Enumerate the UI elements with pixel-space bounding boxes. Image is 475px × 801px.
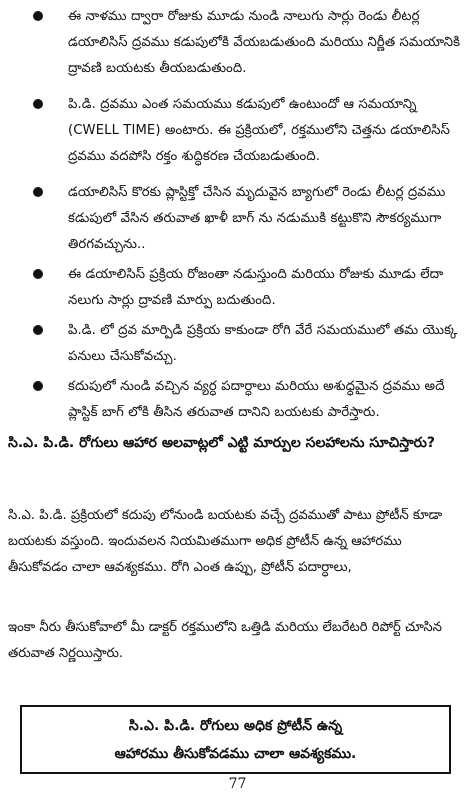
bullet-text: పి.డి. ద్రవము ఎంత సమయము కడుపులో ఉంటుందో ఆ సమయాన్ని (CWELL TIME) అంటారు. ఈ ప్రక్రియలో, రక్తములోని చెత్తను డయాలిసిస్ ద్రవము వదపోసి రక్తం శుద్ధికరణ చేయబడుతుంది. [68,97,450,164]
callout-line: సి.ఎ. పి.డి. రోగులు అధిక ప్రోటీన్ ఉన్న [128,717,343,734]
bullet-dot-icon [33,187,43,197]
page-number: 77 [228,776,247,792]
bullet-text: పి.డి. లో ద్రవ మార్పిడి ప్రక్రియ కాకుండా రోగి వేరే సమయములో తమ యొక్క పనులు చేసుకోవచ్చు. [68,323,458,364]
bullet-item [0,180,475,258]
bullet-text: కదుపులో నుండి వచ్చిన వ్యర్ధ పదార్ధాలు మరియు అశుధ్ధమైన ద్రవము అదే ప్లాస్టిక్ బాగ్ లోకి తీసిన తరువాత దానిని బయటకు పారేస్తారు. [68,379,445,420]
paragraph: ఇంకా నీరు తీసుకోవాలో మీ డాక్టర్ రక్తములోని ఒత్తిడి మరియు లేబరేటరి రిపోర్ట్ చూసిన తరువాత నిర్ణయిస్తారు. [8,620,442,661]
callout-line: ఆహారము తీసుకోవడము చాలా ఆవశ్యకము. [114,745,357,762]
bullet-text: ఈ నాళము ద్వారా రోజుకు మూడు నుండి నాలుగు సార్లు రెండు లీటర్ల డయాలిసిస్ ద్రవము కడుపులోకి వేయబడుతుంది మరియు నిర్ణీత సమయానికి ద్రావణి బయటకు తీయబడుతుంది. [68,9,461,76]
bullet-dot-icon [33,99,43,109]
bullet-item [0,92,475,170]
bullet-item [0,374,475,426]
paragraph: సి.ఎ. పి.డి. ప్రక్రియలో కదుపు లోనుండి బయటకు వచ్చే ద్రవముతో పాటు ప్రోటీన్ కూడా బయటకు వస్తుంది. ఇందువలన నియమితముగా అధిక ప్రోటీన్ ఉన్న ఆహారము తీసుకోవడం చాలా ఆవశ్యకము. రోగి ఎంత ఉప్పు, ప్రోటీన్ పదార్ధాలు, [8,508,443,575]
bullet-item [0,262,475,314]
bullet-dot-icon [33,11,43,21]
bullet-dot-icon [33,269,43,279]
section-heading: సి.ఎ. పి.డి. రోగులు ఆహార అలవాట్లలో ఎట్టి మార్పుల సలహాలను సూచిస్తారు? [8,435,435,451]
bullet-item [0,318,475,370]
bullet-item [0,4,475,82]
bullet-dot-icon [33,325,43,335]
bullet-text: ఈ డయాలిసిస్ ప్రక్రియ రోజంతా నడుస్తుంది మరియు రోజుకు మూడు లేదా నలుగు సార్లు ద్రావణి మార్పు బదుతుంది. [68,267,444,308]
bullet-text: డయాలిసిస్ కొరకు ప్లాస్టిక్తో చేసిన మృదువైన బ్యాగులో రెండు లీటర్ల ద్రవము కడుపులో వేసిన తరువాత ఖాళీ బాగ్ ను నడుముకి కట్టుకొని సౌకర్యముగా తిరగవచ్చును.. [68,185,446,252]
callout-box [20,705,451,774]
bullet-dot-icon [33,381,43,391]
